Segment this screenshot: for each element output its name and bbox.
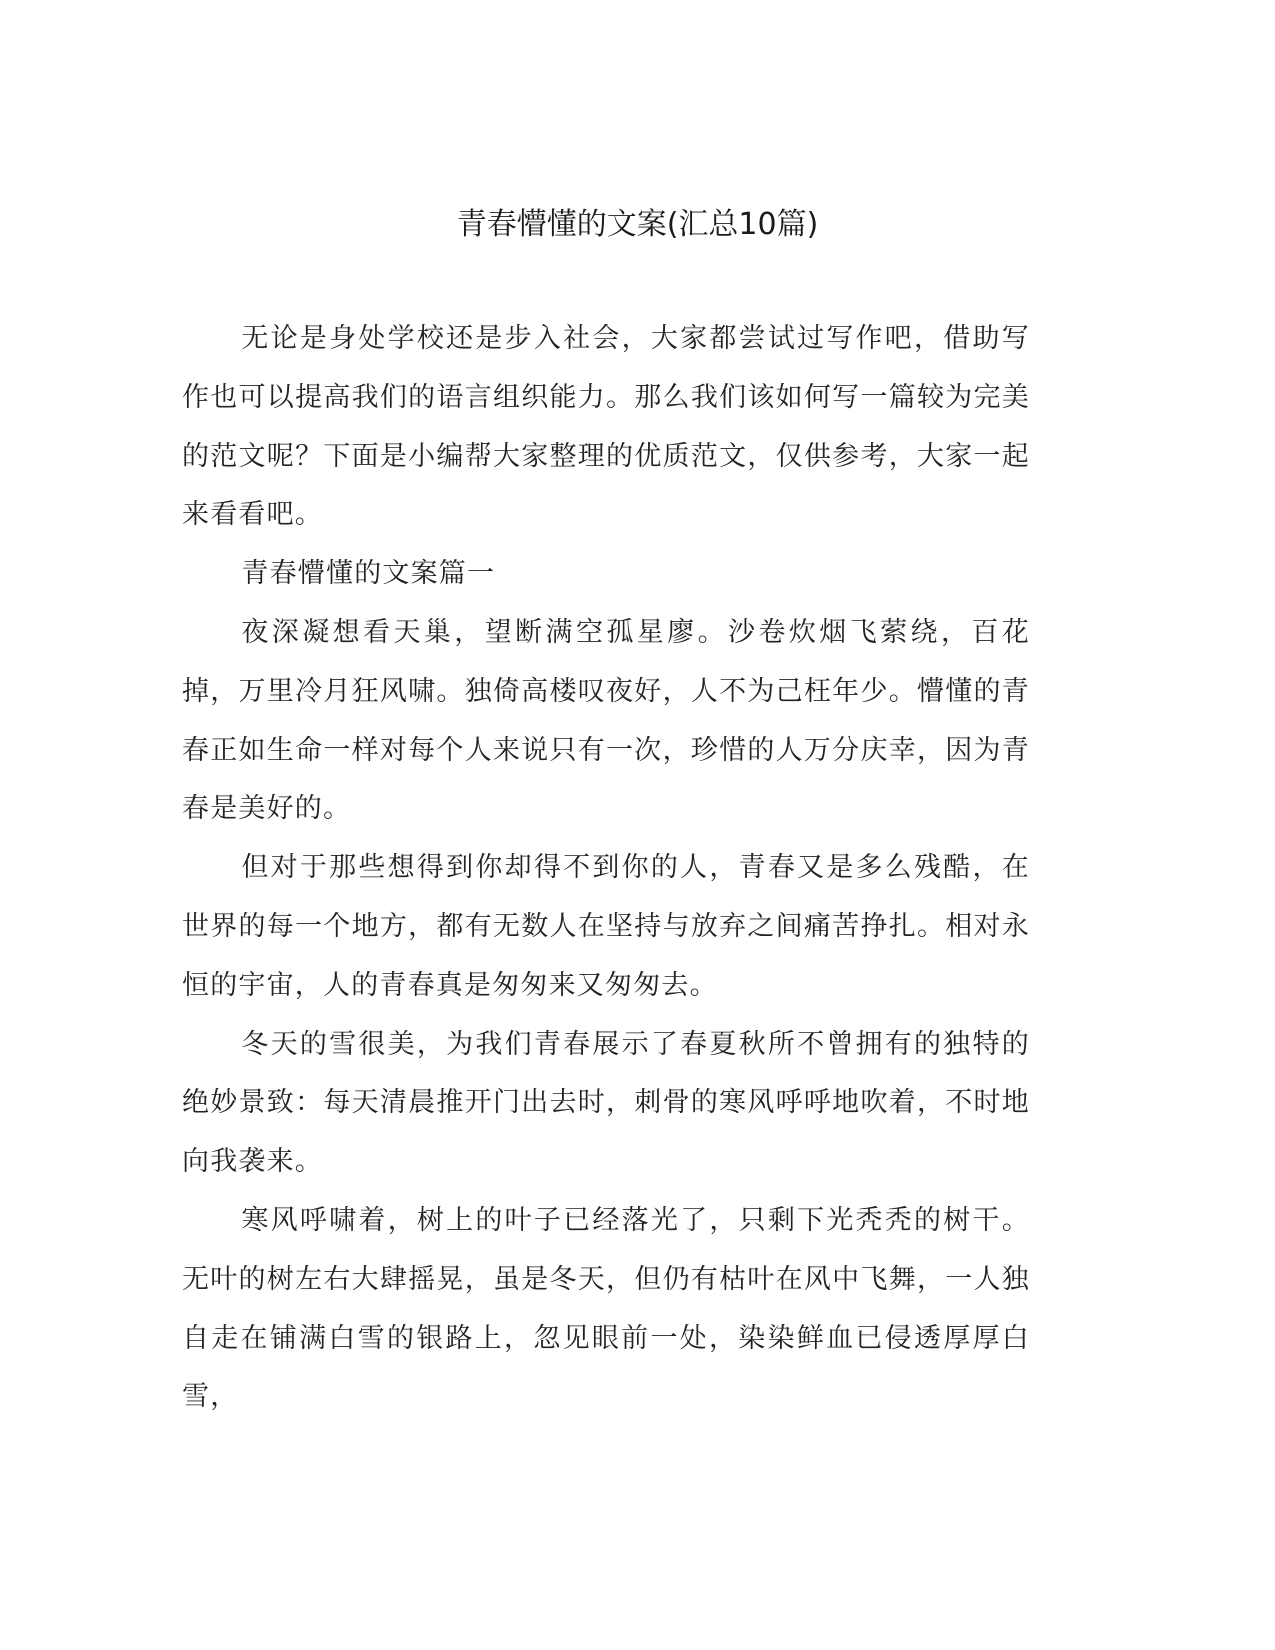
body-paragraph: 但对于那些想得到你却得不到你的人，青春又是多么残酷，在世界的每一个地方，都有无数人在坚持与放弃之间痛苦挣扎。相对永恒的宇宙，人的青春真是匆匆来又匆匆去。 — [182, 852, 1030, 1001]
body-paragraph: 夜深凝想看天巢，望断满空孤星廖。沙卷炊烟飞萦绕，百花掉，万里冷月狂风啸。独倚高楼叹夜好，人不为己枉年少。懵懂的青春正如生命一样对每个人来说只有一次，珍惜的人万分庆幸，因为青春是美好的。 — [182, 616, 1030, 825]
document-body — [182, 310, 1030, 1427]
body-paragraph: 冬天的雪很美，为我们青春展示了春夏秋所不曾拥有的独特的绝妙景致：每天清晨推开门出去时，刺骨的寒风呼呼地吹着，不时地向我袭来。 — [182, 1028, 1030, 1178]
intro-paragraph: 无论是身处学校还是步入社会，大家都尝试过写作吧，借助写作也可以提高我们的语言组织能力。那么我们该如何写一篇较为完美的范文呢？下面是小编帮大家整理的优质范文，仅供参考，大家一起来看看吧。 — [182, 323, 1030, 531]
document-title: 青春懵懂的文案(汇总10篇) — [456, 207, 819, 242]
body-paragraph: 寒风呼啸着，树上的叶子已经落光了，只剩下光秃秃的树干。无叶的树左右大肆摇晃，虽是冬天，但仍有枯叶在风中飞舞，一人独自走在铺满白雪的银路上，忽见眼前一处，染染鲜血已侵透厚厚白雪， — [182, 1204, 1030, 1413]
section-heading: 青春懵懂的文案篇一 — [241, 558, 496, 590]
